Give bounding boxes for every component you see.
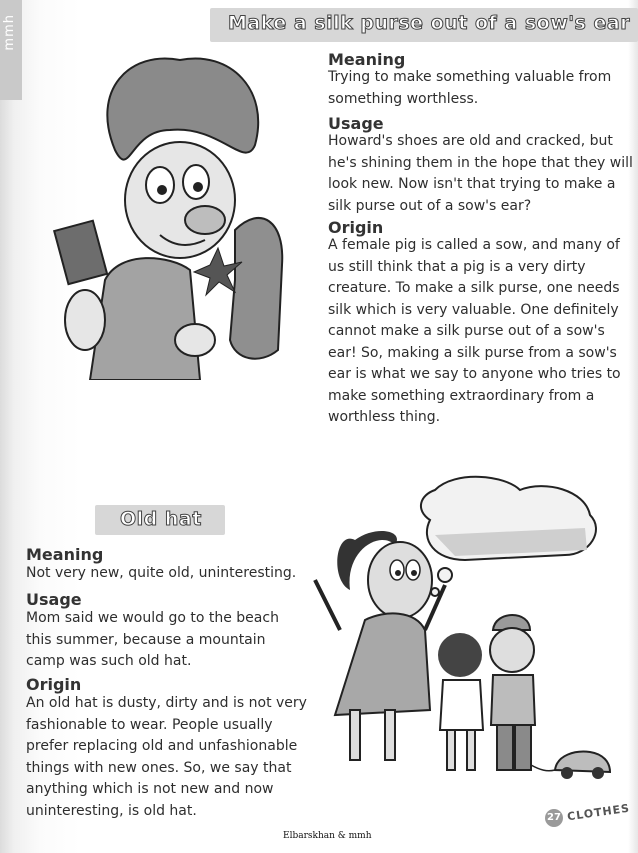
text-line: anything which is not new and now bbox=[26, 781, 274, 797]
text-line: prefer replacing old and unfashionable bbox=[26, 738, 298, 754]
side-tab bbox=[0, 0, 22, 100]
section1-meaning-text bbox=[328, 67, 611, 110]
section2-origin-text bbox=[26, 693, 307, 822]
page-edge-shadow bbox=[628, 0, 638, 853]
text-line: silk purse out of a sow's ear? bbox=[328, 197, 532, 214]
section2-meaning-heading: Meaning bbox=[26, 545, 104, 564]
section2-usage-heading: Usage bbox=[26, 590, 82, 609]
mom-and-kids-illustration bbox=[305, 470, 625, 790]
text-line: he's shining them in the hope that they will bbox=[328, 154, 633, 171]
section1-title: Make a silk purse out of a sow's ear bbox=[228, 12, 631, 34]
text-line: Not very new, quite old, uninteresting. bbox=[26, 565, 297, 581]
text-line: uninteresting, is old hat. bbox=[26, 802, 197, 819]
text-line: ear! So, making a silk purse from a sow's bbox=[328, 344, 617, 361]
text-line: Trying to make something valuable from bbox=[328, 69, 612, 85]
side-tab-label: mmh bbox=[2, 14, 17, 51]
text-line: camp was such old hat. bbox=[26, 653, 192, 669]
text-line: this summer, because a mountain bbox=[26, 631, 266, 648]
text-line: things with new ones. So, we say that bbox=[26, 759, 292, 776]
text-line: Mom said we would go to the beach bbox=[26, 610, 279, 626]
section1-origin-text bbox=[328, 235, 621, 429]
text-line: silk which is very valuable. One definitely bbox=[328, 301, 619, 318]
text-line: worthless thing. bbox=[328, 409, 441, 425]
section1-origin-heading: Origin bbox=[328, 218, 384, 237]
section2-title: Old hat bbox=[120, 508, 202, 530]
text-line: An old hat is dusty, dirty and is not very bbox=[26, 695, 307, 711]
page-number-badge: 27 bbox=[545, 809, 563, 827]
text-line: make something extraordinary from a bbox=[328, 387, 595, 404]
section1-usage-text bbox=[328, 131, 633, 217]
boy-shining-shoe-illustration bbox=[20, 30, 320, 380]
text-line: fashionable to wear. People usually bbox=[26, 716, 273, 733]
section-label: CLOTHES bbox=[566, 801, 631, 824]
text-line: creature. To make a silk purse, one needs bbox=[328, 280, 620, 296]
text-line: A female pig is called a sow, and many of bbox=[328, 237, 620, 253]
section2-meaning-text bbox=[26, 563, 296, 585]
text-line: us still think that a pig is a very dirty bbox=[328, 258, 586, 275]
text-line: cannot make a silk purse out of a sow's bbox=[328, 323, 605, 339]
text-line: Howard's shoes are old and cracked, but bbox=[328, 133, 613, 149]
footer-credit: Elbarskhan & mmh bbox=[283, 831, 372, 841]
section1-usage-heading: Usage bbox=[328, 114, 384, 133]
text-line: look new. Now isn't that trying to make a bbox=[328, 176, 616, 192]
section2-usage-text bbox=[26, 608, 279, 673]
section2-origin-heading: Origin bbox=[26, 675, 82, 694]
text-line: ear is what we say to anyone who tries to bbox=[328, 366, 621, 382]
section1-meaning-heading: Meaning bbox=[328, 50, 406, 69]
text-line: something worthless. bbox=[328, 90, 479, 107]
